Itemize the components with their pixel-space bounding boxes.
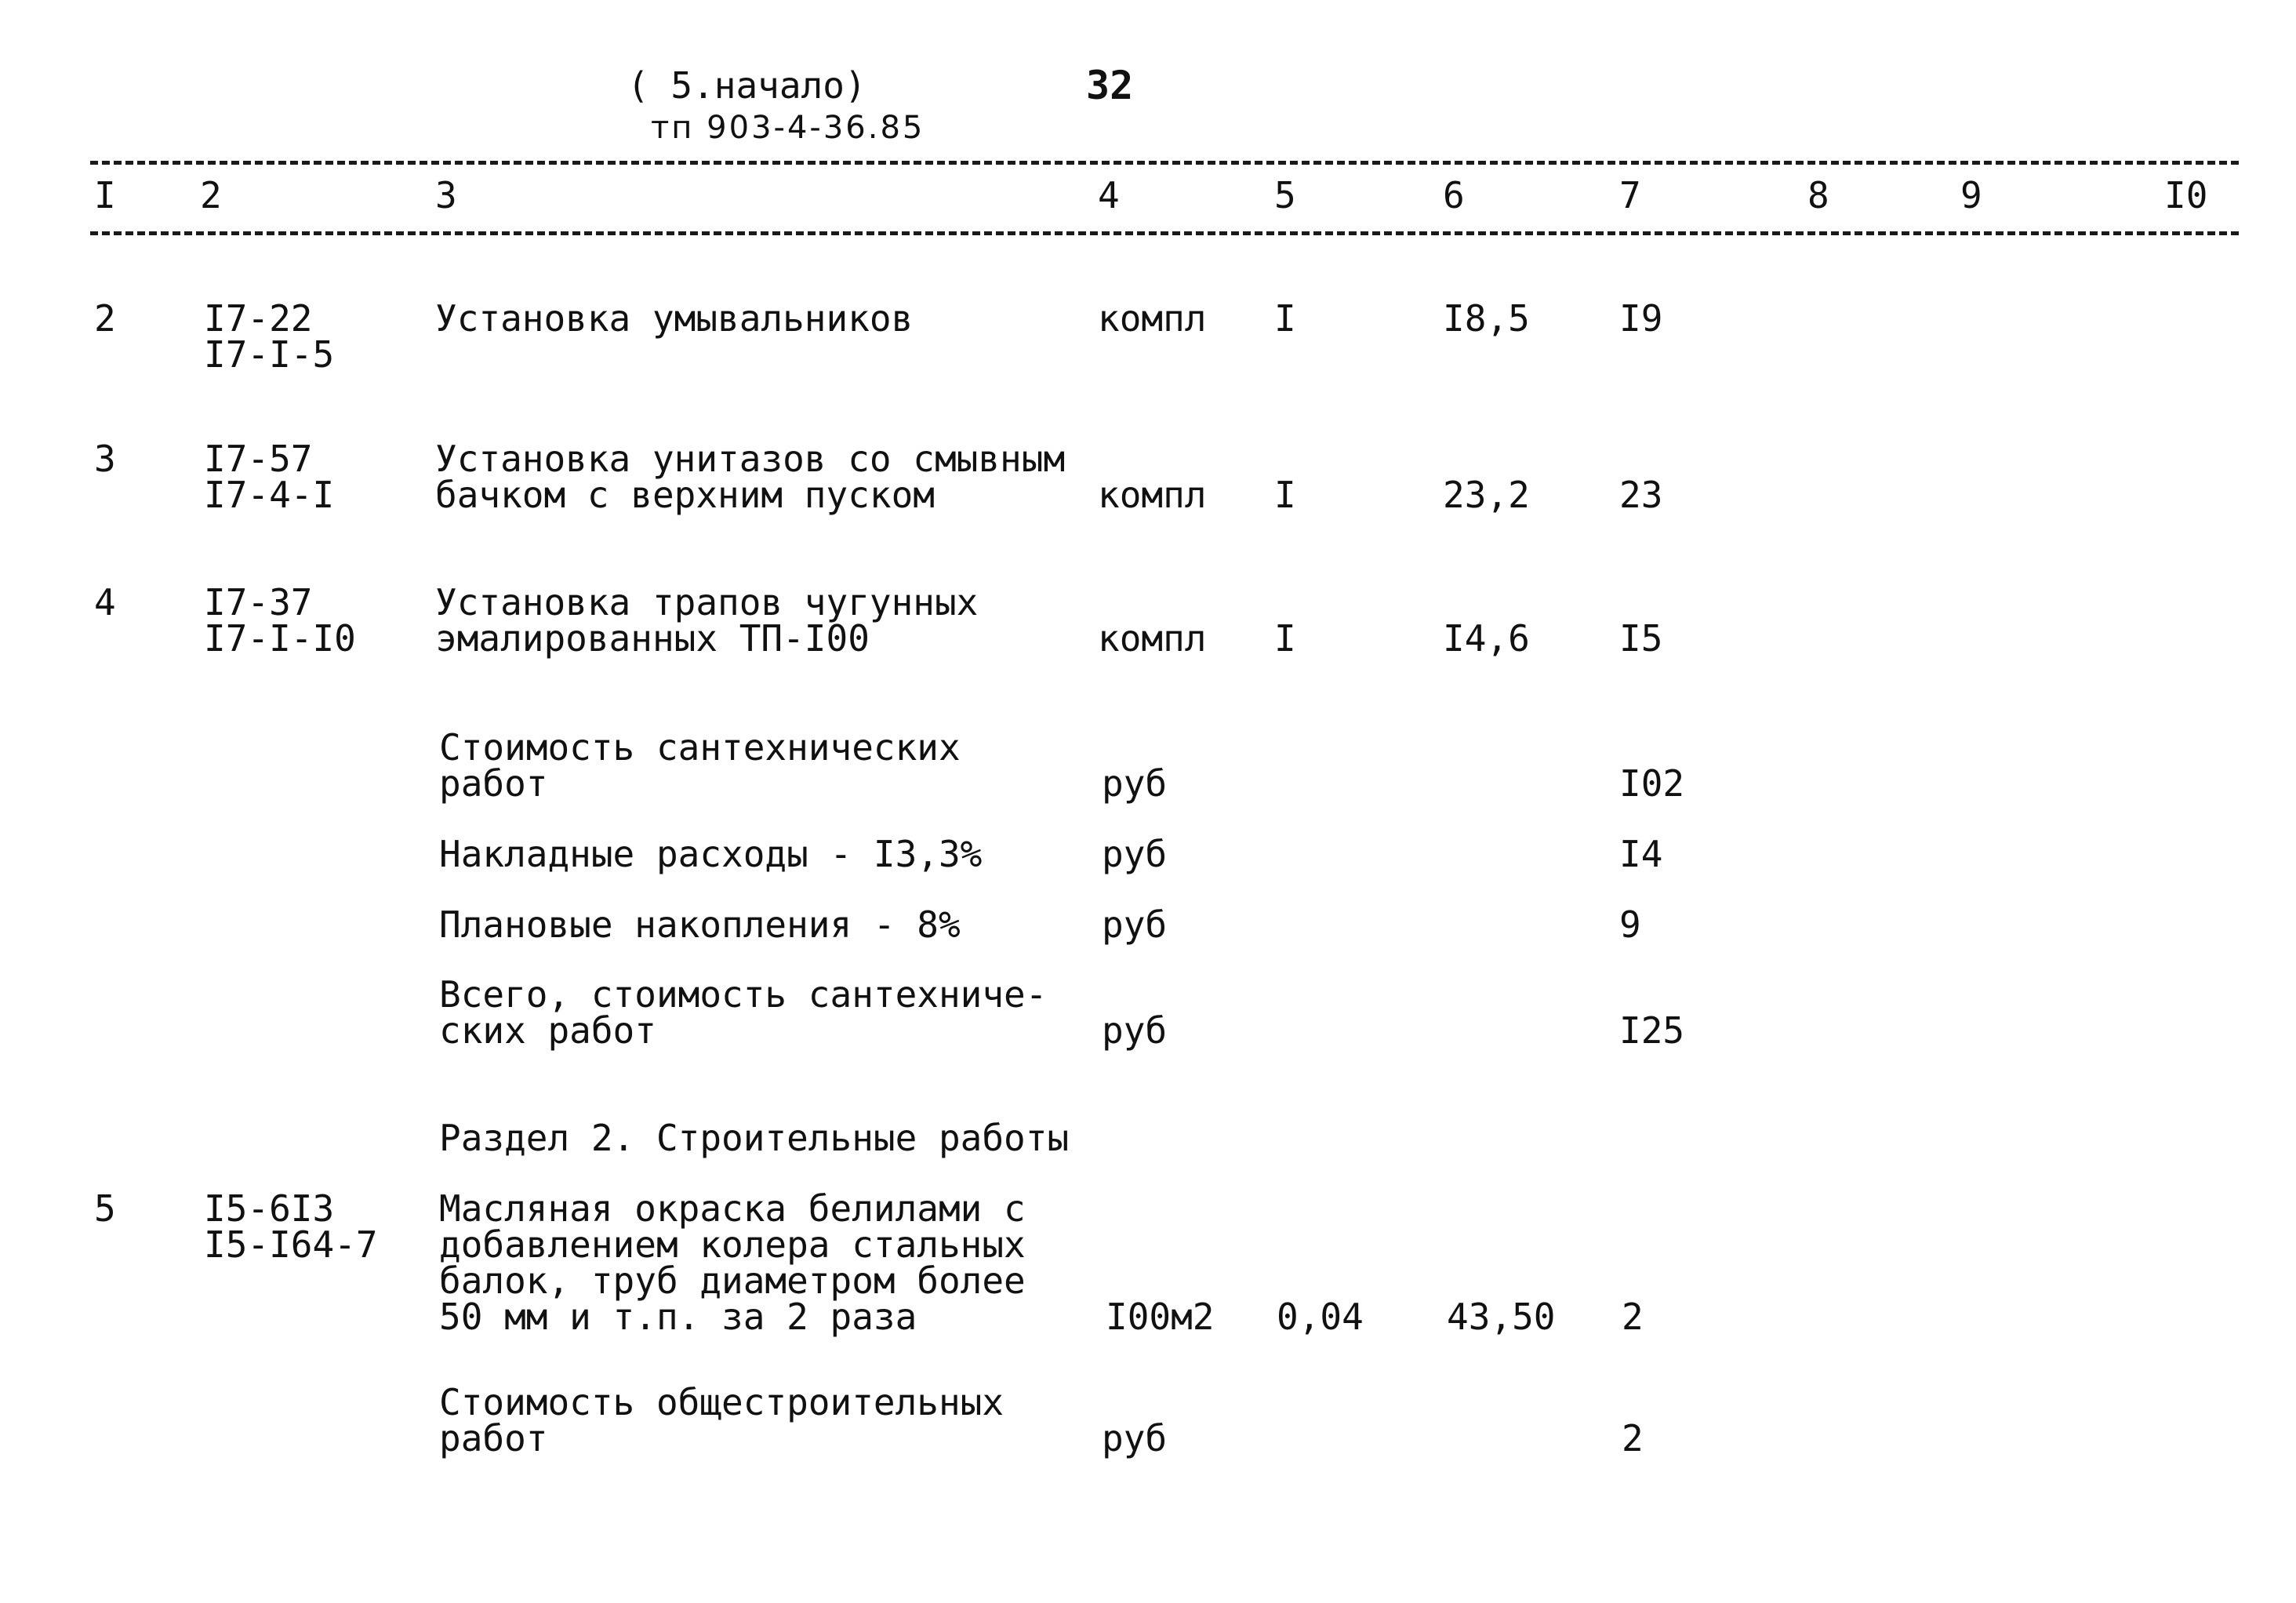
total-cost: I9 (1619, 297, 1663, 340)
unit: руб (1102, 903, 1168, 946)
work-description: Плановые накопления - 8% (439, 903, 961, 946)
norm-code: I5-6I3 I5-I64-7 (204, 1187, 378, 1266)
work-description: Всего, стоимость сантехниче- ских работ (439, 973, 1048, 1052)
total-cost: 2 (1622, 1417, 1644, 1459)
section-heading: Раздел 2. Строительные работы (439, 1117, 1070, 1159)
unit-price: I8,5 (1443, 297, 1530, 340)
norm-code: I7-37 I7-I-I0 (204, 581, 356, 660)
col-8-header: 8 (1807, 174, 1829, 216)
col-4-header: 4 (1098, 174, 1120, 216)
total-cost: I02 (1619, 762, 1685, 805)
col-1-header: I (94, 174, 116, 216)
work-description: Установка умывальников (435, 297, 914, 340)
total-cost: 2 (1622, 1296, 1644, 1338)
row-number: 5 (94, 1187, 116, 1230)
total-cost: 9 (1619, 903, 1641, 946)
quantity: I (1274, 617, 1296, 660)
col-2-header: 2 (200, 174, 222, 216)
col-7-header: 7 (1619, 174, 1641, 216)
header-bottom-rule (90, 231, 2239, 235)
unit: руб (1102, 1417, 1168, 1459)
unit-price: I4,6 (1443, 617, 1530, 660)
unit: компл (1098, 474, 1207, 516)
col-10-header: I0 (2164, 174, 2208, 216)
row-number: 4 (94, 581, 116, 623)
total-cost: 23 (1619, 474, 1663, 516)
total-cost: I5 (1619, 617, 1663, 660)
col-5-header: 5 (1274, 174, 1296, 216)
row-number: 3 (94, 438, 116, 480)
unit: руб (1102, 1009, 1168, 1052)
unit: компл (1098, 297, 1207, 340)
col-9-header: 9 (1960, 174, 1982, 216)
work-description: Стоимость сантехнических работ (439, 726, 961, 805)
work-description: Накладные расходы - I3,3% (439, 833, 983, 875)
work-description: Установка трапов чугунных эмалированных ТП-I00 (435, 581, 979, 660)
unit: I00м2 (1106, 1296, 1215, 1338)
unit-price: 23,2 (1443, 474, 1530, 516)
unit: компл (1098, 617, 1207, 660)
page-number: 32 (1086, 63, 1134, 108)
col-6-header: 6 (1443, 174, 1465, 216)
norm-code: I7-22 I7-I-5 (204, 297, 335, 376)
quantity: 0,04 (1277, 1296, 1364, 1338)
document-code: тп 903-4-36.85 (651, 110, 925, 146)
unit: руб (1102, 762, 1168, 805)
work-description: Стоимость общестроительных работ (439, 1381, 1004, 1459)
row-number: 2 (94, 297, 116, 340)
work-description: Установка унитазов со смывным бачком с верхним пуском (435, 438, 1066, 516)
total-cost: I4 (1619, 833, 1663, 875)
unit-price: 43,50 (1447, 1296, 1556, 1338)
quantity: I (1274, 474, 1296, 516)
header-top-rule (90, 161, 2239, 165)
col-3-header: 3 (435, 174, 457, 216)
total-cost: I25 (1619, 1009, 1685, 1052)
norm-code: I7-57 I7-4-I (204, 438, 335, 516)
quantity: I (1274, 297, 1296, 340)
work-description: Масляная окраска белилами с добавлением колера стальных балок, труб диаметром более 50 мм и т.п. за 2 раза (439, 1187, 1026, 1338)
continuation-label: ( 5.начало) (627, 64, 866, 107)
unit: руб (1102, 833, 1168, 875)
